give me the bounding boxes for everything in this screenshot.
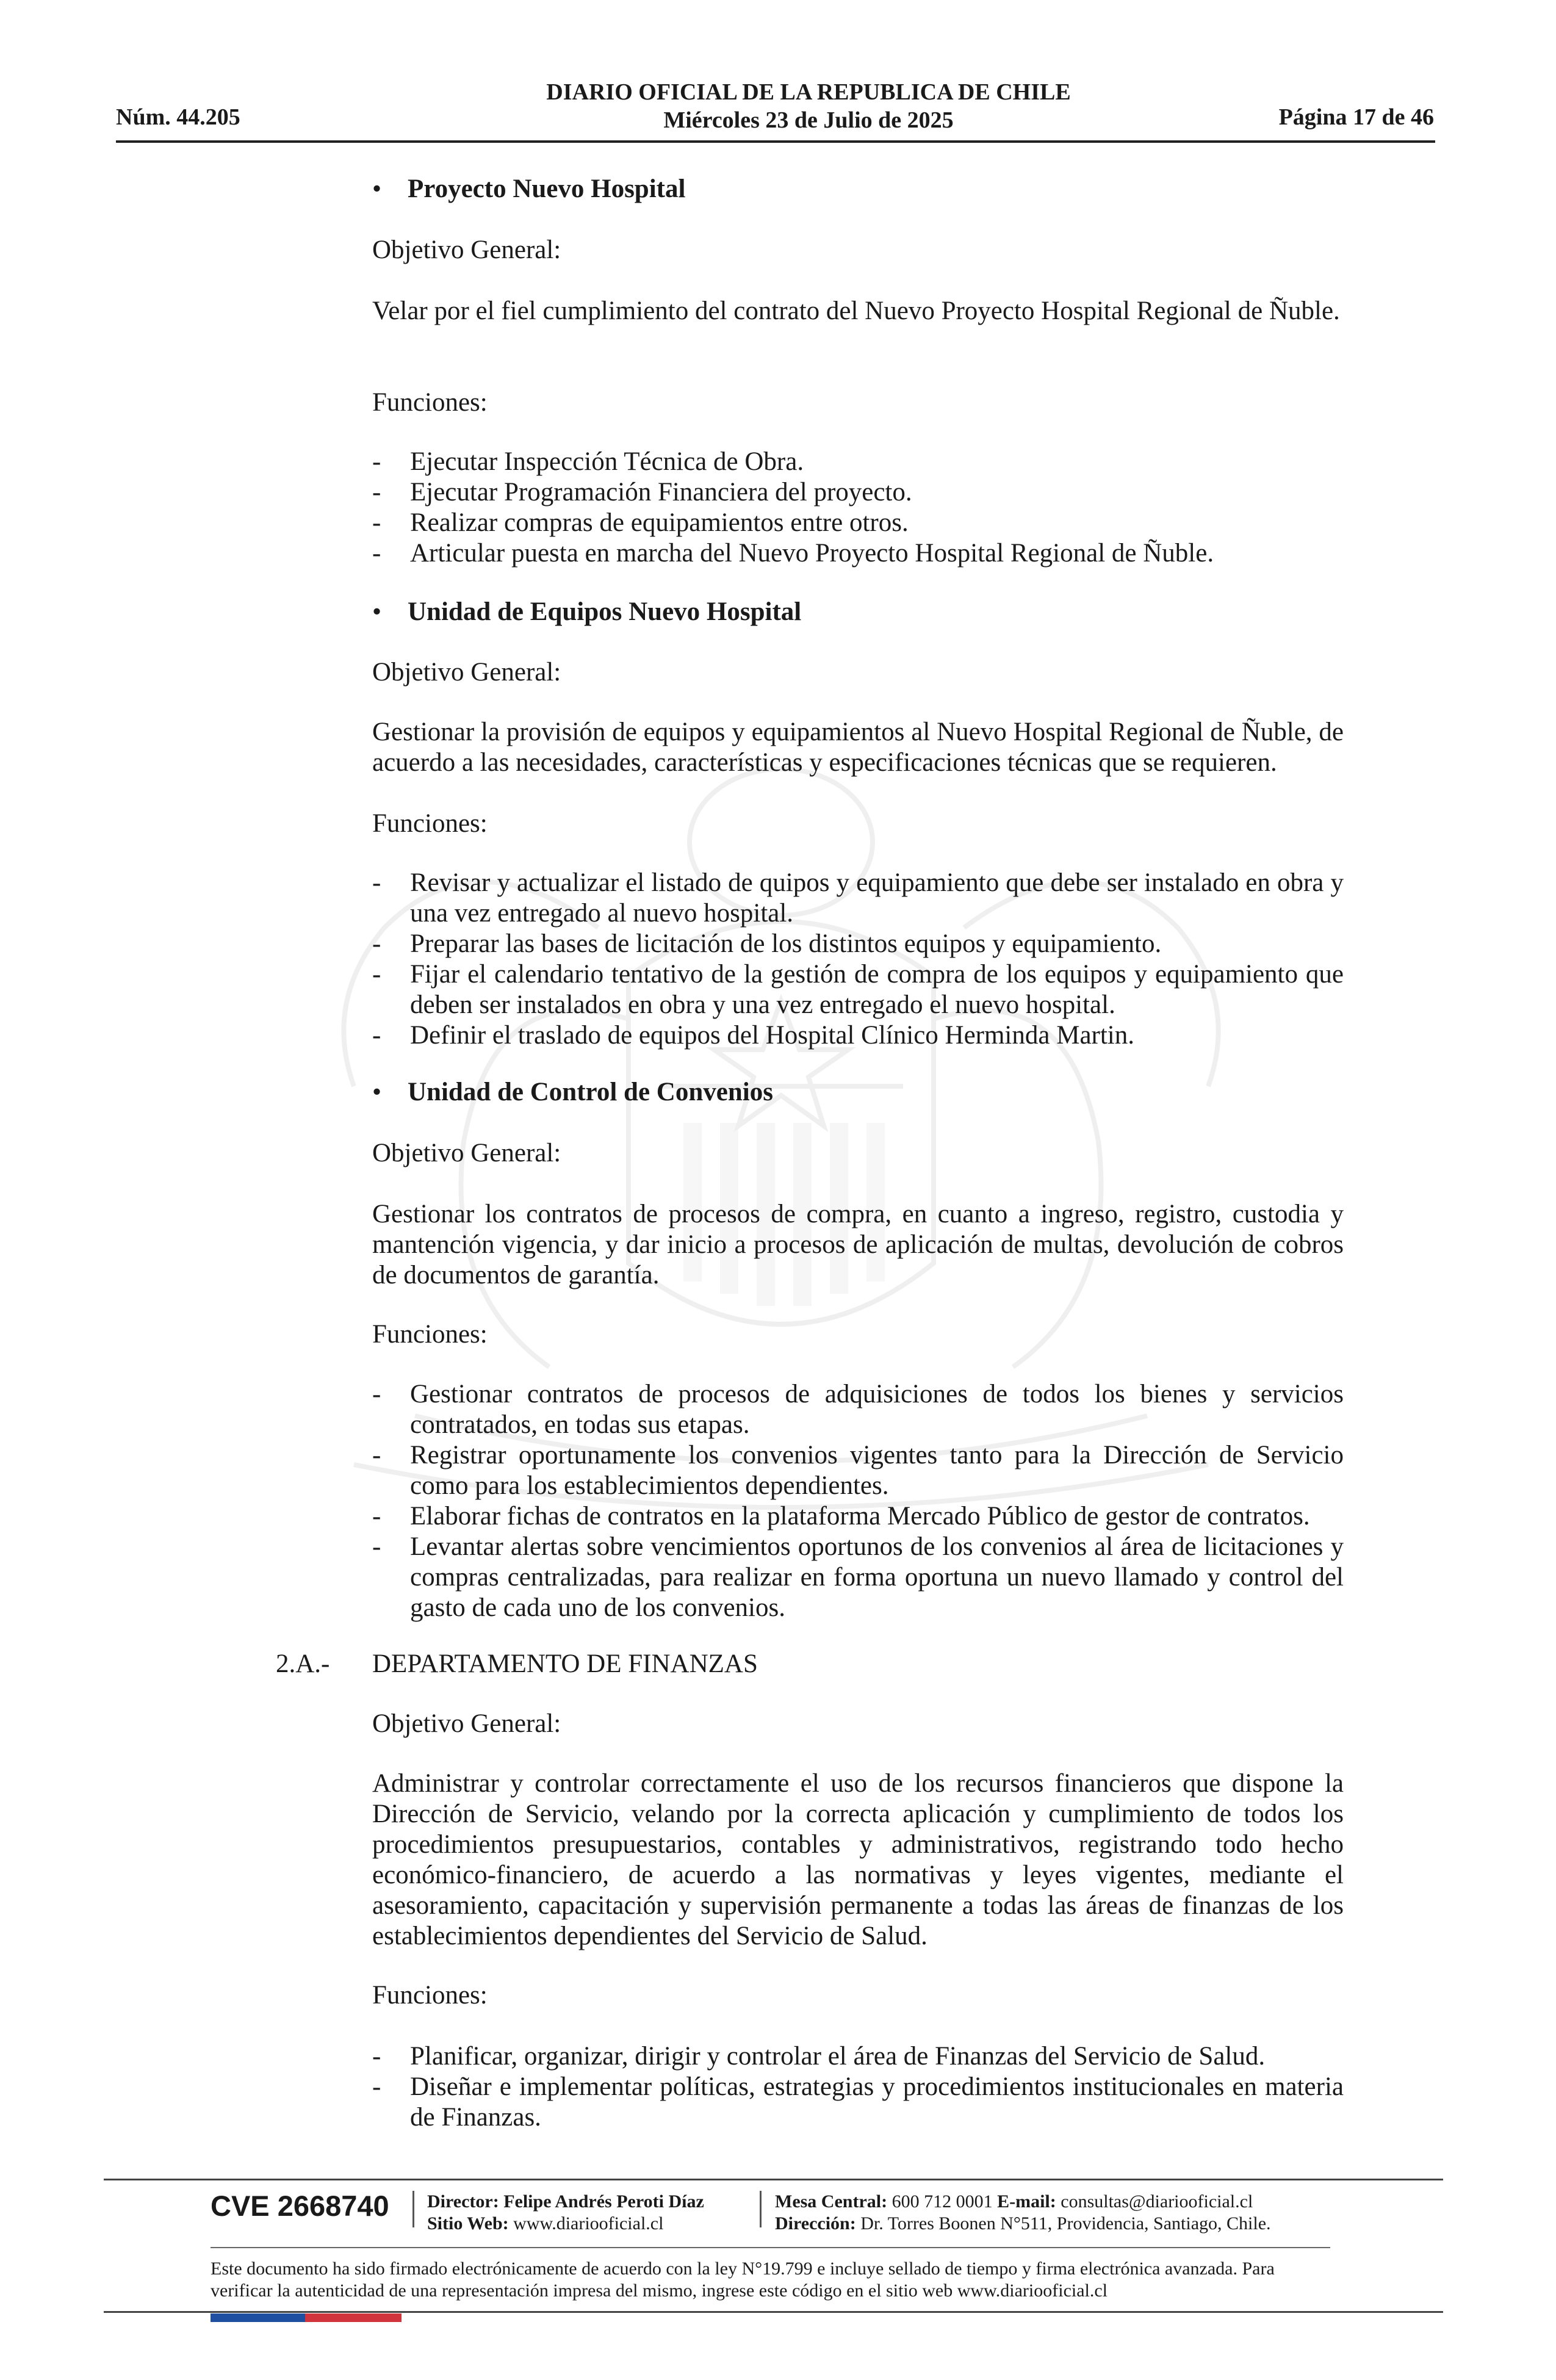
list-item: - Gestionar contratos de procesos de adquisiciones de todos los bienes y servicios contratados, en todas sus etapas. [372, 1380, 1344, 1439]
list-item: - Diseñar e implementar políticas, estrategias y procedimientos institucionales en materia de Finanzas. [372, 2072, 1344, 2132]
functions-label: Funciones: [372, 1320, 488, 1349]
list-item: - Ejecutar Inspección Técnica de Obra. [372, 447, 804, 476]
list-item: - Elaborar fichas de contratos en la plataforma Mercado Público de gestor de contratos. [372, 1502, 1310, 1531]
list-item: - Ejecutar Programación Financiera del proyecto. [372, 478, 912, 507]
publication-title: DIARIO OFICIAL DE LA REPUBLICA DE CHILE [546, 79, 1071, 105]
section-number: 2.A.- [276, 1650, 330, 1678]
objective-text: Gestionar los contratos de procesos de compra, en cuanto a ingreso, registro, custodia y mantención vigencia, y dar inicio a procesos de aplicación de multas, devolución de cobros de documentos de garantía. [372, 1200, 1344, 1289]
issue-number: Núm. 44.205 [116, 104, 240, 130]
functions-label: Funciones: [372, 388, 488, 417]
functions-label: Funciones: [372, 1981, 488, 2010]
objective-label: Objetivo General: [372, 1709, 561, 1738]
objective-label: Objetivo General: [372, 236, 561, 264]
functions-list-finanzas [372, 2041, 1344, 2133]
mesa-label: Mesa Central: [775, 2191, 888, 2212]
list-item: - Levantar alertas sobre vencimientos oportunos de los convenios al área de licitaciones y compras centralizadas, para realizar en forma oportuna un nuevo llamado y control del gasto de cada uno de los convenios. [372, 1532, 1344, 1622]
email-label: E-mail: [997, 2191, 1056, 2212]
list-item: - Realizar compras de equipamientos entre otros. [372, 508, 909, 537]
site-link[interactable]: www.diariooficial.cl [513, 2213, 664, 2234]
functions-list-convenios [372, 1379, 1344, 1623]
bullet-icon: • [372, 1078, 382, 1106]
footer-divider-top [104, 2179, 1443, 2180]
cve-code: CVE 2668740 [211, 2190, 389, 2222]
section-title-finanzas: DEPARTAMENTO DE FINANZAS [372, 1650, 758, 1678]
list-item: - Articular puesta en marcha del Nuevo Proyecto Hospital Regional de Ñuble. [372, 539, 1214, 568]
objective-text: Gestionar la provisión de equipos y equipamientos al Nuevo Hospital Regional de Ñuble, de acuerdo a las necesidades, características y especificaciones técnicas que se requieren. [372, 718, 1344, 777]
objective-text: Velar por el fiel cumplimiento del contrato del Nuevo Proyecto Hospital Regional de Ñuble. [372, 297, 1340, 325]
list-item: - Preparar las bases de licitación de los distintos equipos y equipamiento. [372, 929, 1162, 958]
email-link[interactable]: consultas@diariooficial.cl [1061, 2191, 1253, 2212]
footer-contact-block [775, 2191, 1271, 2235]
list-item: - Fijar el calendario tentativo de la gestión de compra de los equipos y equipamiento que deben ser instalados en obra y una vez entregado el nuevo hospital. [372, 960, 1344, 1019]
bullet-icon: • [372, 597, 382, 626]
list-item: - Definir el traslado de equipos del Hospital Clínico Herminda Martin. [372, 1021, 1134, 1050]
footer-director-block [427, 2191, 704, 2235]
flag-blue-segment [211, 2313, 305, 2322]
director-label: Director: [427, 2191, 499, 2212]
list-item: - Revisar y actualizar el listado de quipos y equipamiento que debe ser instalado en obra y una vez entregado al nuevo hospital. [372, 868, 1344, 928]
objective-text: Administrar y controlar correctamente el uso de los recursos financieros que dispone la Dirección de Servicio, velando por la correcta aplicación y cumplimiento de todos los procedimientos presupuestarios, contables y administrativos, registrando todo hecho económico-financiero, de acuerdo a las normativas y leyes vigentes, mediante el asesoramiento, capacitación y supervisión permanente a todas las áreas de finanzas de los establecimientos dependientes del Servicio de Salud. [372, 1769, 1344, 1950]
footer-separator [760, 2191, 762, 2227]
list-item: - Planificar, organizar, dirigir y controlar el área de Finanzas del Servicio de Salud. [372, 2042, 1266, 2071]
list-item: - Registrar oportunamente los convenios vigentes tanto para la Dirección de Servicio como para los establecimientos dependientes. [372, 1441, 1344, 1500]
objective-label: Objetivo General: [372, 1139, 561, 1167]
functions-list-equipos [372, 868, 1344, 1051]
header-divider [116, 140, 1435, 143]
director-name: Felipe Andrés Peroti Díaz [503, 2191, 704, 2212]
footer-signature-note: Este documento ha sido firmado electrónicamente de acuerdo con la ley N°19.799 e incluye sellado de tiempo y firma electrónica avanzada. Para verificar la autenticidad de una representación impresa del mismo, ingrese este código en el sitio web www.diariooficial.cl [211, 2259, 1275, 2301]
section-title-convenios: • Unidad de Control de Convenios [372, 1078, 773, 1106]
footer-separator [412, 2191, 414, 2227]
site-label: Sitio Web: [427, 2213, 509, 2234]
functions-label: Funciones: [372, 809, 488, 838]
publication-date: Miércoles 23 de Julio de 2025 [663, 107, 954, 133]
flag-red-segment [305, 2313, 402, 2322]
section-title-equipos: • Unidad de Equipos Nuevo Hospital [372, 597, 802, 626]
bullet-icon: • [372, 175, 382, 203]
mesa-phone: 600 712 0001 [891, 2191, 993, 2212]
footer-divider-mid [211, 2247, 1330, 2248]
footer-divider-bottom [104, 2311, 1443, 2313]
page-number: Página 17 de 46 [1278, 104, 1434, 130]
address-label: Dirección: [775, 2213, 856, 2234]
address-text: Dr. Torres Boonen N°511, Providencia, Santiago, Chile. [860, 2213, 1271, 2234]
functions-list-proyecto [372, 447, 1344, 569]
chile-flag-stripe-icon [211, 2313, 402, 2322]
objective-label: Objetivo General: [372, 658, 561, 687]
section-title-proyecto: • Proyecto Nuevo Hospital [372, 175, 686, 203]
